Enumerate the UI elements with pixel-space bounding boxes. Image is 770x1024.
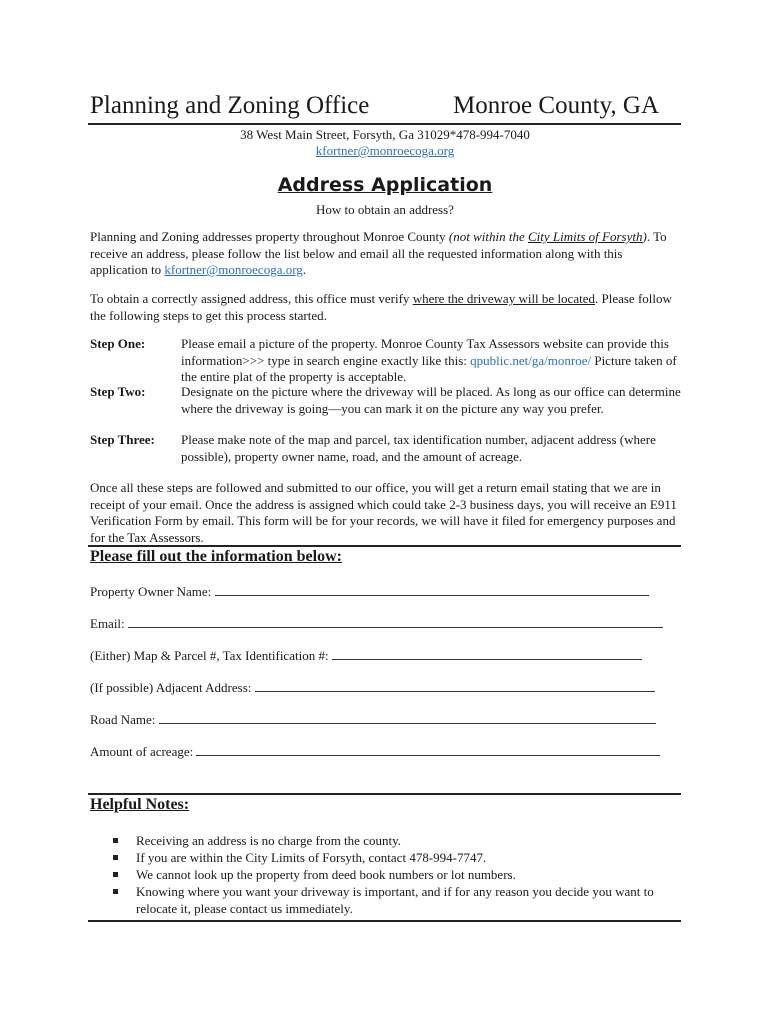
step-one-label: Step One:	[90, 336, 146, 351]
intro-email-link[interactable]: kfortner@monroecoga.org	[164, 262, 303, 277]
page-subtitle: How to obtain an address?	[316, 202, 454, 217]
verify-paragraph	[90, 291, 680, 324]
road-name-field[interactable]	[90, 712, 656, 728]
intro-text-a: Planning and Zoning addresses property throughout Monroe County	[90, 229, 449, 244]
step-one-text	[181, 336, 681, 386]
acreage-field[interactable]	[90, 744, 660, 760]
note-text: If you are within the City Limits of Forsyth, contact 478-994-7747.	[136, 850, 487, 865]
county-title: Monroe County, GA	[453, 92, 660, 119]
email-field[interactable]	[90, 616, 663, 632]
note-text: Knowing where you want your driveway is important, and if for any reason you decide you want to relocate it, please contact us immediately.	[136, 884, 654, 916]
step-two-text: Designate on the picture where the driveway will be placed. As long as our office can determine where the driveway is going—you can mark it on the picture any way you prefer.	[181, 384, 681, 416]
adjacent-address-label: (If possible) Adjacent Address:	[90, 680, 255, 695]
qpublic-link[interactable]: qpublic.net/ga/monroe/	[470, 352, 592, 368]
bullet-icon	[113, 889, 118, 894]
verify-underlined: where the driveway will be located	[412, 291, 595, 306]
bullet-icon	[113, 855, 118, 860]
map-parcel-field[interactable]	[90, 648, 642, 664]
step-one-text-b: Picture taken of the entire plat of the property is acceptable.	[181, 352, 677, 384]
list-item	[113, 883, 683, 917]
owner-name-line[interactable]	[215, 585, 649, 596]
adjacent-address-line[interactable]	[255, 681, 655, 692]
bullet-icon	[113, 838, 118, 843]
note-text: Receiving an address is no charge from the county.	[136, 833, 401, 848]
page-title: Address Application	[277, 174, 493, 196]
verify-text-b: . Please follow the following steps to get this process started.	[90, 291, 672, 323]
note-text: We cannot look up the property from deed book numbers or lot numbers.	[136, 867, 516, 882]
owner-name-label: Property Owner Name:	[90, 584, 215, 599]
step-two-label: Step Two:	[90, 384, 146, 399]
step-one-text-a: Please email a picture of the property. Monroe County Tax Assessors website can provide this information>>> type in search engine exactly like this:	[181, 336, 669, 368]
email-line[interactable]	[128, 617, 663, 628]
map-parcel-line[interactable]	[332, 649, 642, 660]
office-address: 38 West Main Street, Forsyth, Ga 31029*478-994-7040	[240, 127, 530, 142]
form-divider	[88, 545, 681, 547]
verify-text-a: To obtain a correctly assigned address, this office must verify	[90, 291, 413, 306]
road-name-label: Road Name:	[90, 712, 159, 727]
acreage-line[interactable]	[196, 745, 660, 756]
header-divider	[88, 123, 681, 125]
bullet-icon	[113, 872, 118, 877]
helpful-notes-list	[113, 832, 683, 917]
map-parcel-label: (Either) Map & Parcel #, Tax Identification #:	[90, 648, 332, 663]
email-label: Email:	[90, 616, 128, 631]
office-email	[0, 143, 770, 159]
intro-italic-a: (not within the	[448, 229, 528, 244]
footer-divider	[88, 920, 681, 922]
step-three-label: Step Three:	[90, 432, 155, 447]
list-item	[113, 866, 683, 883]
office-email-link[interactable]: kfortner@monroecoga.org	[315, 143, 455, 158]
intro-italic-b: )	[642, 229, 647, 244]
notes-divider	[88, 793, 681, 795]
intro-text-end: .	[302, 262, 307, 277]
intro-text-b: . To receive an address, please follow the list below and email all the requested information along with this application to	[90, 229, 667, 277]
office-title: Planning and Zoning Office	[90, 92, 370, 119]
step-three-text: Please make note of the map and parcel, tax identification number, adjacent address (where possible), property owner name, road, and the amount of acreage.	[181, 432, 656, 464]
intro-paragraph	[90, 229, 680, 279]
intro-city-limits: City Limits of Forsyth	[528, 229, 643, 244]
intro-italic	[449, 229, 647, 244]
list-item	[113, 849, 683, 866]
road-name-line[interactable]	[159, 713, 656, 724]
notes-heading: Helpful Notes:	[90, 796, 190, 813]
closing-paragraph: Once all these steps are followed and submitted to our office, you will get a return email stating that we are in receipt of your email. Once the address is assigned which could take 2-3 business days, you will receive an E911 Verification Form by email. This form will be for your records, we will have it filed for emergency purposes and for the Tax Assessors.	[90, 480, 677, 545]
adjacent-address-field[interactable]	[90, 680, 655, 696]
form-heading: Please fill out the information below:	[90, 548, 342, 565]
owner-name-field[interactable]	[90, 584, 649, 600]
acreage-label: Amount of acreage:	[90, 744, 197, 759]
list-item	[113, 832, 683, 849]
